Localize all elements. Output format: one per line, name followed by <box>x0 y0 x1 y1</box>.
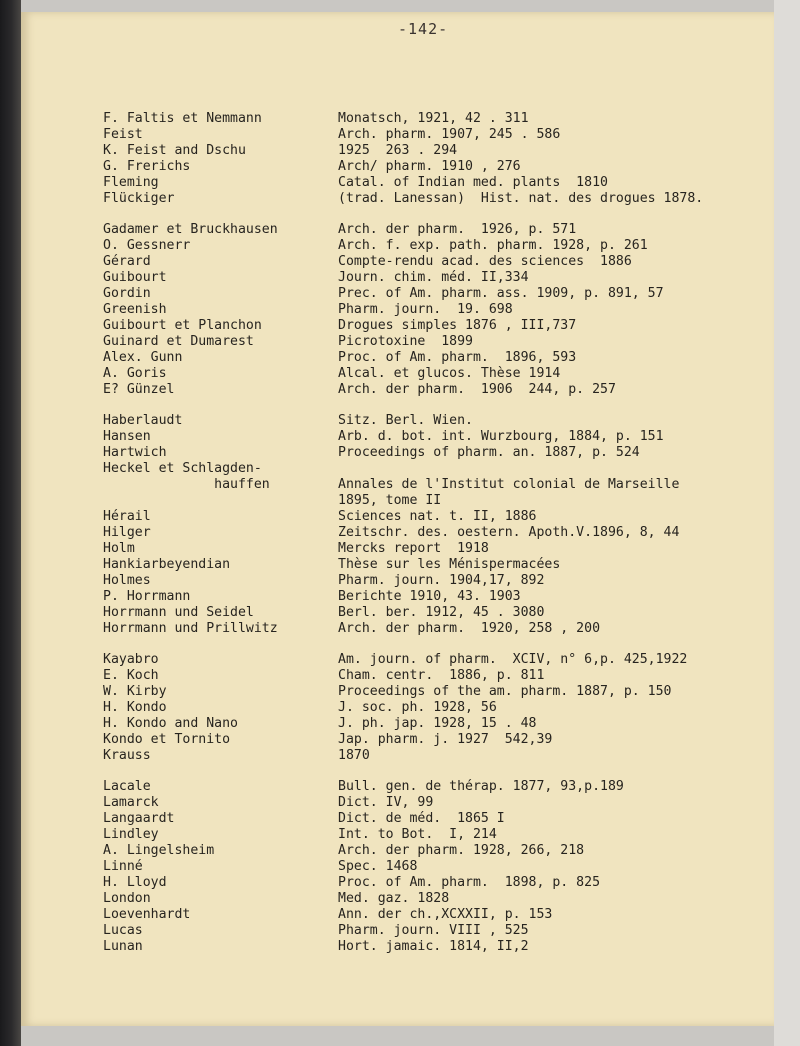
bibliography-entry <box>0 573 774 589</box>
bibliography-entry <box>0 859 774 875</box>
reference: Proceedings of the am. pharm. 1887, p. 150 <box>338 684 672 699</box>
author-name: Holm <box>103 541 135 556</box>
bibliography-entry <box>0 493 774 509</box>
author-name: Krauss <box>103 748 151 763</box>
reference: Sitz. Berl. Wien. <box>338 413 473 428</box>
author-name: Linné <box>103 859 143 874</box>
bibliography-entry <box>0 111 774 127</box>
bibliography-entry <box>0 254 774 270</box>
author-name: Alex. Gunn <box>103 350 183 365</box>
author-name: E? Günzel <box>103 382 175 397</box>
bibliography-entry <box>0 350 774 366</box>
author-name: Haberlaudt <box>103 413 183 428</box>
bibliography-entry <box>0 652 774 668</box>
bibliography-entry <box>0 748 774 764</box>
author-name: W. Kirby <box>103 684 167 699</box>
bibliography-entry <box>0 461 774 477</box>
bibliography-entry <box>0 191 774 207</box>
bibliography-entry <box>0 939 774 955</box>
author-name: Hilger <box>103 525 151 540</box>
reference: Dict. de méd. 1865 I <box>338 811 505 826</box>
bibliography-entry <box>0 795 774 811</box>
author-name: G. Frerichs <box>103 159 191 174</box>
reference: Berichte 1910, 43. 1903 <box>338 589 521 604</box>
bibliography-entry <box>0 302 774 318</box>
reference: Drogues simples 1876 , III,737 <box>338 318 577 333</box>
reference: Mercks report 1918 <box>338 541 489 556</box>
bibliography-entry <box>0 732 774 748</box>
reference: J. soc. ph. 1928, 56 <box>338 700 497 715</box>
reference: Arch/ pharm. 1910 , 276 <box>338 159 521 174</box>
bibliography-entry <box>0 477 774 493</box>
reference: Proc. of Am. pharm. 1896, 593 <box>338 350 577 365</box>
bibliography-entry <box>0 175 774 191</box>
author-name: Guinard et Dumarest <box>103 334 254 349</box>
reference: Arch. pharm. 1907, 245 . 586 <box>338 127 561 142</box>
author-name: F. Faltis et Nemmann <box>103 111 262 126</box>
author-name: Feist <box>103 127 143 142</box>
bibliography-entry <box>0 366 774 382</box>
bibliography-entry <box>0 811 774 827</box>
reference: Pharm. journ. 1904,17, 892 <box>338 573 545 588</box>
bibliography-entry <box>0 605 774 621</box>
reference: Compte-rendu acad. des sciences 1886 <box>338 254 632 269</box>
author-name: Kondo et Tornito <box>103 732 231 747</box>
reference: Annales de l'Institut colonial de Marseille <box>338 477 680 492</box>
bibliography-entry <box>0 509 774 525</box>
bibliography-entry <box>0 541 774 557</box>
reference: Med. gaz. 1828 <box>338 891 450 906</box>
author-name: Horrmann und Seidel <box>103 605 254 620</box>
reference: Sciences nat. t. II, 1886 <box>338 509 537 524</box>
reference: Proceedings of pharm. an. 1887, p. 524 <box>338 445 640 460</box>
bibliography-entry <box>0 429 774 445</box>
author-name: E. Koch <box>103 668 159 683</box>
bibliography-entry <box>0 525 774 541</box>
author-name: Fleming <box>103 175 159 190</box>
author-name: Lunan <box>103 939 143 954</box>
author-name: Loevenhardt <box>103 907 191 922</box>
author-name: O. Gessnerr <box>103 238 191 253</box>
bibliography-entry <box>0 286 774 302</box>
reference: Proc. of Am. pharm. 1898, p. 825 <box>338 875 601 890</box>
bibliography-entry <box>0 127 774 143</box>
author-name: P. Horrmann <box>103 589 191 604</box>
author-name: H. Kondo <box>103 700 167 715</box>
reference: Zeitschr. des. oestern. Apoth.V.1896, 8, 44 <box>338 525 680 540</box>
author-name: Hérail <box>103 509 151 524</box>
author-name: Gérard <box>103 254 151 269</box>
author-name: Greenish <box>103 302 167 317</box>
bibliography-entry <box>0 779 774 795</box>
bibliography-entry <box>0 716 774 732</box>
bibliography-entry <box>0 143 774 159</box>
bibliography-entry <box>0 907 774 923</box>
author-name: Langaardt <box>103 811 175 826</box>
reference: Thèse sur les Ménispermacées <box>338 557 561 572</box>
author-name: Hartwich <box>103 445 167 460</box>
bibliography-entry <box>0 270 774 286</box>
page-edge <box>774 0 800 1046</box>
author-name: Lacale <box>103 779 151 794</box>
reference: Picrotoxine 1899 <box>338 334 473 349</box>
reference: Arch. f. exp. path. pharm. 1928, p. 261 <box>338 238 648 253</box>
reference: Am. journ. of pharm. XCIV, n° 6,p. 425,1922 <box>338 652 688 667</box>
reference: Alcal. et glucos. Thèse 1914 <box>338 366 561 381</box>
reference: 1870 <box>338 748 370 763</box>
reference: Berl. ber. 1912, 45 . 3080 <box>338 605 545 620</box>
author-name: Heckel et Schlagden- <box>103 461 262 476</box>
bibliography-entry <box>0 891 774 907</box>
reference: (trad. Lanessan) Hist. nat. des drogues 1878. <box>338 191 704 206</box>
author-name: Lindley <box>103 827 159 842</box>
author-name: Hansen <box>103 429 151 444</box>
author-name: Hankiarbeyendian <box>103 557 231 572</box>
author-name: A. Goris <box>103 366 167 381</box>
reference: Arch. der pharm. 1928, 266, 218 <box>338 843 585 858</box>
bibliography-entry <box>0 159 774 175</box>
bibliography-entry <box>0 334 774 350</box>
author-name: Lucas <box>103 923 143 938</box>
bibliography-entry <box>0 589 774 605</box>
bibliography-entry <box>0 222 774 238</box>
reference: 1925 263 . 294 <box>338 143 458 158</box>
author-name: Guibourt et Planchon <box>103 318 262 333</box>
author-name: Holmes <box>103 573 151 588</box>
bibliography-entry <box>0 875 774 891</box>
reference: Arch. der pharm. 1920, 258 , 200 <box>338 621 601 636</box>
reference: Catal. of Indian med. plants 1810 <box>338 175 608 190</box>
reference: Arch. der pharm. 1906 244, p. 257 <box>338 382 616 397</box>
bibliography-entry <box>0 382 774 398</box>
author-name: K. Feist and Dschu <box>103 143 246 158</box>
reference: Bull. gen. de thérap. 1877, 93,p.189 <box>338 779 624 794</box>
reference: Ann. der ch.,XCXXII, p. 153 <box>338 907 553 922</box>
author-name: H. Lloyd <box>103 875 167 890</box>
reference: Hort. jamaic. 1814, II,2 <box>338 939 529 954</box>
bibliography-entry <box>0 668 774 684</box>
author-name: Gadamer et Bruckhausen <box>103 222 278 237</box>
author-name: Gordin <box>103 286 151 301</box>
bibliography-entry <box>0 684 774 700</box>
reference: Int. to Bot. I, 214 <box>338 827 497 842</box>
reference: 1895, tome II <box>338 493 442 508</box>
reference: Journ. chim. méd. II,334 <box>338 270 529 285</box>
reference: Arch. der pharm. 1926, p. 571 <box>338 222 577 237</box>
author-name: Guibourt <box>103 270 167 285</box>
author-name: hauffen <box>103 477 270 492</box>
bibliography-entry <box>0 238 774 254</box>
reference: Monatsch, 1921, 42 . 311 <box>338 111 529 126</box>
reference: Cham. centr. 1886, p. 811 <box>338 668 545 683</box>
author-name: London <box>103 891 151 906</box>
reference: Prec. of Am. pharm. ass. 1909, p. 891, 57 <box>338 286 664 301</box>
bibliography-entry <box>0 413 774 429</box>
author-name: Flückiger <box>103 191 175 206</box>
bibliography-entry <box>0 700 774 716</box>
reference: Pharm. journ. 19. 698 <box>338 302 513 317</box>
bibliography-entry <box>0 318 774 334</box>
reference: Pharm. journ. VIII , 525 <box>338 923 529 938</box>
bibliography-entry <box>0 445 774 461</box>
reference: Arb. d. bot. int. Wurzbourg, 1884, p. 151 <box>338 429 664 444</box>
reference: J. ph. jap. 1928, 15 . 48 <box>338 716 537 731</box>
bibliography-entry <box>0 557 774 573</box>
bibliography-entry <box>0 843 774 859</box>
reference: Jap. pharm. j. 1927 542,39 <box>338 732 553 747</box>
author-name: A. Lingelsheim <box>103 843 215 858</box>
author-name: Horrmann und Prillwitz <box>103 621 278 636</box>
author-name: H. Kondo and Nano <box>103 716 238 731</box>
bibliography-entry <box>0 923 774 939</box>
page-number: -142- <box>398 20 449 38</box>
bibliography-entry <box>0 621 774 637</box>
bibliography-entry <box>0 827 774 843</box>
author-name: Kayabro <box>103 652 159 667</box>
reference: Dict. IV, 99 <box>338 795 434 810</box>
author-name: Lamarck <box>103 795 159 810</box>
reference: Spec. 1468 <box>338 859 418 874</box>
